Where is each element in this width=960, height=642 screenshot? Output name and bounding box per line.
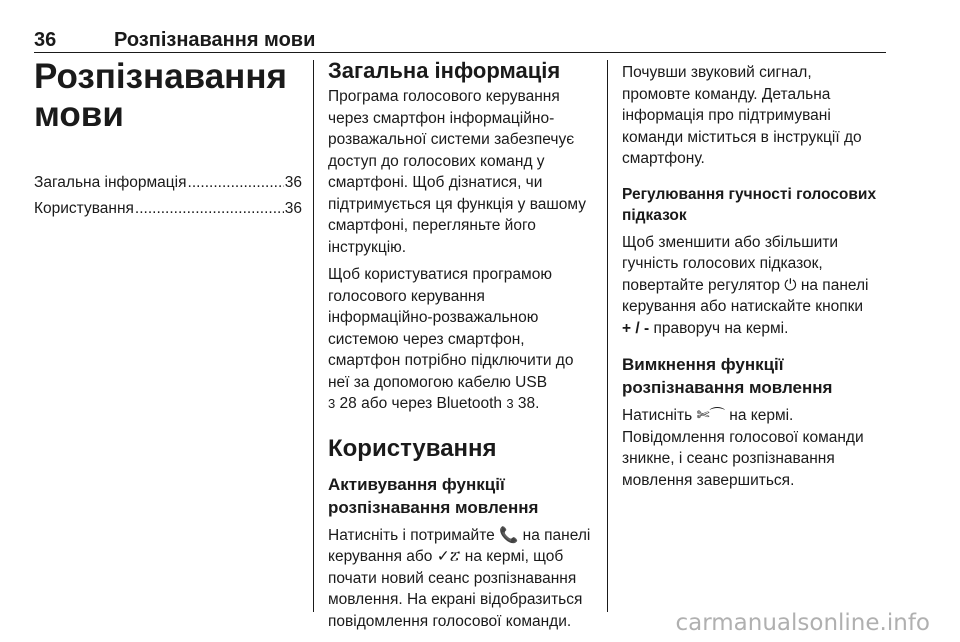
text-fragment: на кермі, щоб [460, 548, 564, 565]
subsection-title-line: Регулювання гучності голосових [622, 185, 877, 203]
text-fragment: на панелі [796, 276, 869, 294]
paragraph-activation [328, 525, 598, 633]
reference-bluetooth-text: 38. [513, 395, 540, 412]
plus-minus-keys: + / - [622, 319, 650, 337]
phone-icon: 📞 [499, 526, 519, 544]
text-line: голосового керування [328, 287, 485, 305]
spacer [622, 345, 886, 353]
paragraph-volume [622, 232, 886, 340]
text-line: повідомлення голосової команди. [328, 612, 572, 630]
text-line: Почувши звуковий сигнал, [622, 64, 812, 81]
text-line: через смартфон інформаційно- [328, 109, 555, 127]
subsection-title-deactivation [622, 353, 886, 399]
text-fragment: Натисніть [622, 407, 697, 424]
text-line: смартфон потрібно підключити до [328, 352, 574, 369]
text-line: почати новий сеанс розпізнавання [328, 569, 577, 587]
toc-item-page: 36 [284, 200, 302, 217]
toc-item-label: Загальна інформація [34, 174, 187, 191]
page-ref-arrow-icon: 3 [328, 396, 336, 411]
spacer [622, 176, 886, 184]
text-fragment: на кермі. [724, 407, 794, 424]
page-ref-arrow-icon: 3 [506, 396, 514, 411]
header-rule [34, 52, 886, 53]
column-divider-2 [607, 60, 608, 612]
text-fragment: повертайте регулятор [622, 276, 785, 294]
text-line: смартфоні. Щоб дізнатися, чи [328, 174, 543, 191]
text-line [622, 318, 886, 340]
text-line: мовлення. На екрані відобразиться [328, 591, 583, 608]
column-divider-1 [313, 60, 314, 612]
text-line: підтримується ця функція у вашому [328, 195, 587, 213]
reference-usb-text: 28 або через Bluetooth [335, 395, 507, 412]
watermark-text: carmanualsonline.info [675, 610, 930, 636]
subsection-title-line: підказок [622, 206, 687, 224]
paragraph-connection [328, 264, 598, 415]
text-line [622, 275, 886, 297]
page-header [34, 28, 886, 52]
chapter-title-line: мови [34, 95, 124, 134]
text-fragment: керування або [328, 548, 437, 565]
power-knob-icon: ⏻ [784, 276, 797, 294]
text-line [328, 525, 598, 547]
running-head: Розпізнавання мови [114, 29, 316, 51]
subsection-title-line: розпізнавання мовлення [622, 378, 833, 397]
end-voice-icon: ✄⌒ [696, 407, 725, 424]
column-3 [622, 58, 886, 497]
text-line: доступ до голосових команд у [328, 152, 545, 170]
text-line: розважальної системи забезпечує [328, 131, 575, 148]
text-line: керування або натискайте кнопки [622, 298, 864, 315]
toc-item-page: 36 [284, 174, 302, 191]
chapter-title [34, 58, 302, 134]
text-line: Щоб зменшити або збільшити [622, 233, 839, 251]
toc-leader-dots [135, 196, 284, 222]
section-title-general-info: Загальна інформація [328, 58, 561, 83]
paragraph-intro [328, 86, 598, 258]
section-title-usage: Користування [328, 434, 497, 462]
text-line: неї за допомогою кабелю USB [328, 373, 548, 391]
text-line [328, 546, 598, 568]
column-2 [328, 58, 598, 638]
toc-item-label: Користування [34, 200, 134, 217]
table-of-contents [34, 170, 302, 222]
text-line: мовлення завершиться. [622, 471, 795, 489]
subsection-title-line: Активування функції [328, 474, 505, 494]
text-line: команди міститься в інструкції до [622, 128, 862, 146]
text-line: Щоб користуватися програмою [328, 266, 552, 283]
toc-item-usage[interactable] [34, 196, 302, 222]
paragraph-deactivation [622, 405, 886, 491]
text-fragment: Натисніть і потримайте [328, 526, 500, 544]
text-line [328, 393, 598, 415]
text-line: зникне, і сеанс розпізнавання [622, 450, 835, 467]
text-fragment: на панелі [518, 526, 591, 544]
text-line: інформаційно-розважальною [328, 309, 539, 326]
text-line: промовте команду. Детальна [622, 85, 831, 103]
toc-leader-dots [188, 170, 284, 196]
subsection-title-volume [622, 184, 886, 226]
text-line [622, 405, 886, 427]
toc-item-general-info[interactable] [34, 170, 302, 196]
voice-command-icon: ✓ፘ [436, 548, 461, 565]
text-line: Повідомлення голосової команди [622, 428, 864, 446]
text-line: гучність голосових підказок, [622, 255, 823, 272]
text-line: інформація про підтримувані [622, 107, 831, 124]
text-line: інструкцію. [328, 238, 407, 256]
chapter-title-line: Розпізнавання [34, 57, 287, 96]
paragraph-command [622, 62, 886, 170]
page-number: 36 [34, 29, 57, 51]
subsection-title-line: розпізнавання мовлення [328, 497, 539, 517]
text-line: смартфоні, перегляньте його [328, 217, 536, 234]
subsection-title-line: Вимкнення функції [622, 355, 784, 374]
subsection-title-activation [328, 473, 598, 519]
text-line: Програма голосового керування [328, 88, 560, 105]
text-fragment: праворуч на кермі. [649, 319, 789, 337]
text-line: смартфону. [622, 150, 705, 167]
column-1 [34, 58, 302, 222]
text-line: системою через смартфон, [328, 330, 525, 348]
